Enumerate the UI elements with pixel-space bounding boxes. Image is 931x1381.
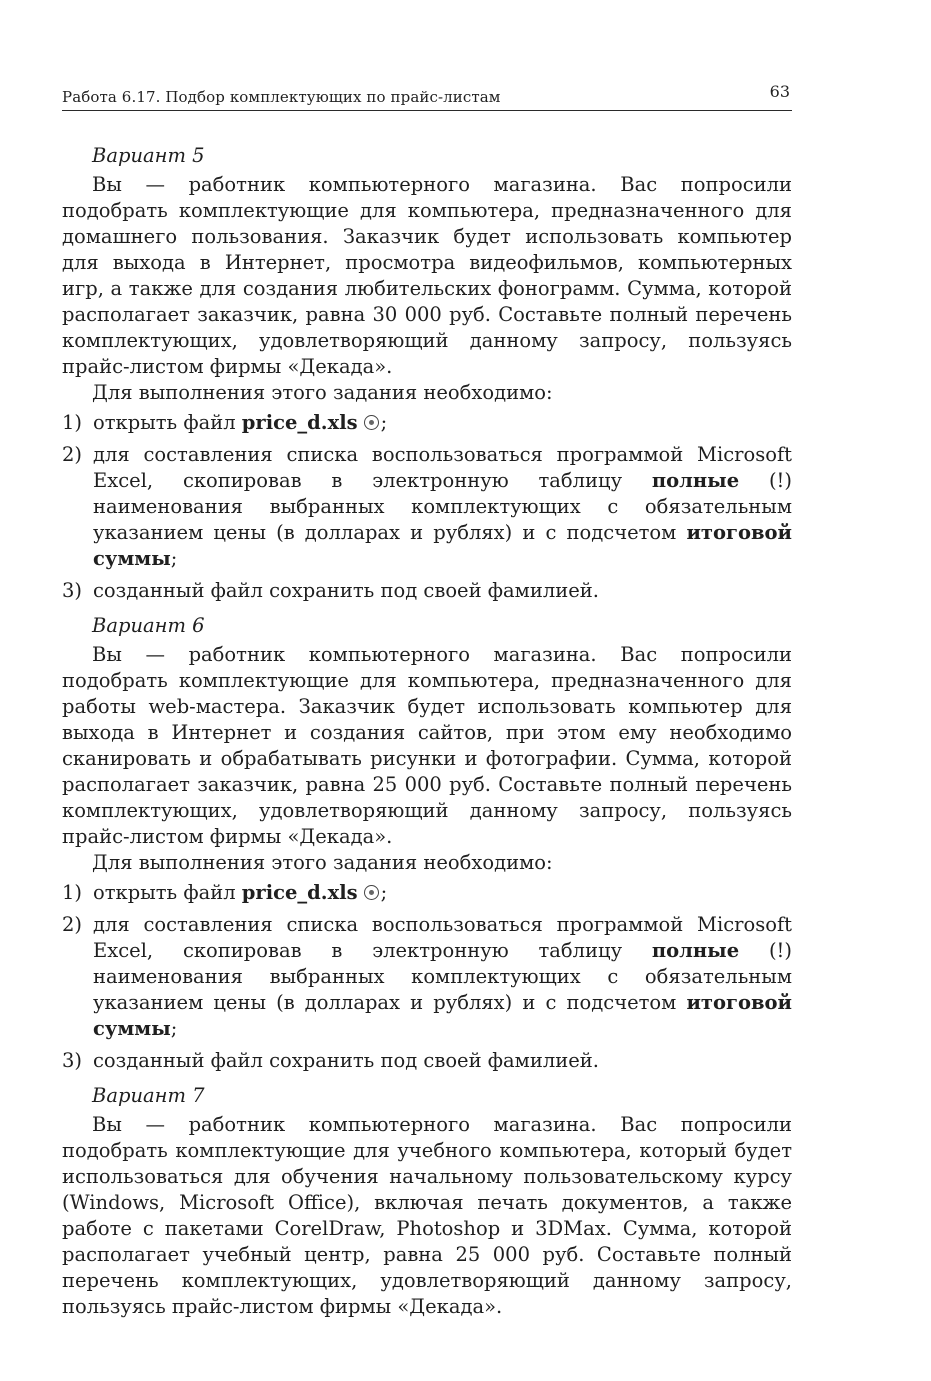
instructions-intro: Для выполнения этого задания необходимо: [92,851,553,874]
step-number: 2) [62,443,83,466]
emphasis-total: итоговой суммы [93,521,792,570]
file-name: price_d.xls [241,411,358,434]
variant-5 [62,140,792,604]
variant-title: Вариант 6 [92,614,205,637]
step-number: 1) [62,411,83,434]
step-text: открыть файл [93,411,242,434]
step-text-end: ; [170,547,178,570]
step-number: 3) [62,1049,83,1072]
step-text: для составления списка воспользоваться программой Microsoft Excel, скопировав в электронную таблицу [93,913,792,962]
page-number: 63 [769,82,790,101]
step-number: 1) [62,881,83,904]
emphasis-full: полные [651,469,740,492]
step-text: открыть файл [93,881,242,904]
steps-list [62,880,792,1074]
step-save-file [62,578,792,604]
step-text-end: ; [380,881,388,904]
steps-list [62,410,792,604]
variant-description: Вы — работник компьютерного магазина. Вас попросили подобрать комплектующие для компьютера, предназначенного для домашнего пользования. Заказчик будет использовать компьютер для выхода в Интернет, просмотра видеофильмов, компьютерных игр, а также для создания любительских фонограмм. Сумма, которой располагает заказчик, равна 30 000 руб. Составьте полный перечень комплектующих, удовлетворяющий данному запросу, пользуясь прайс-листом фирмы «Декада». [62,173,792,378]
step-open-file [62,410,792,436]
file-name: price_d.xls [241,881,358,904]
step-text: созданный файл сохранить под своей фамилией. [93,1049,599,1072]
variant-title: Вариант 5 [92,144,205,167]
running-head [62,82,792,111]
step-compose-list [62,912,792,1042]
page-content [62,140,792,1326]
step-text-end: ; [380,411,388,434]
emphasis-total: итоговой суммы [93,991,792,1040]
step-open-file [62,880,792,906]
step-text: созданный файл сохранить под своей фамилией. [93,579,599,602]
variant-title: Вариант 7 [92,1084,205,1107]
variant-description: Вы — работник компьютерного магазина. Вас попросили подобрать комплектующие для учебного компьютера, который будет использоваться для обучения начальному пользовательскому курсу (Windows, Microsoft Office), включая печать документов, а также работе с пакетами CorelDraw, Photoshop и 3DMax. Сумма, которой располагает учебный центр, равна 25 000 руб. Составьте полный перечень комплектующих, удовлетворяющий данному запросу, пользуясь прайс-листом фирмы «Декада». [62,1113,792,1318]
instructions-intro: Для выполнения этого задания необходимо: [92,381,553,404]
disk-icon [364,415,379,430]
step-save-file [62,1048,792,1074]
step-text-mid: (!) наименования выбранных комплектующих с обязательным указанием цены (в долларах и рублях) и с подсчетом [93,939,793,1014]
running-title: Работа 6.17. Подбор комплектующих по прайс-листам [62,88,501,106]
step-compose-list [62,442,792,572]
emphasis-full: полные [651,939,740,962]
variant-description: Вы — работник компьютерного магазина. Вас попросили подобрать комплектующие для компьютера, предназначенного для работы web-мастера. Заказчик будет использовать компьютер для выхода в Интернет и создания сайтов, при этом ему необходимо сканировать и обрабатывать рисунки и фотографии. Сумма, которой располагает заказчик, равна 25 000 руб. Составьте полный перечень комплектующих, удовлетворяющий данному запросу, пользуясь прайс-листом фирмы «Декада». [62,643,792,848]
step-number: 3) [62,579,83,602]
step-text-end: ; [170,1017,178,1040]
disk-icon [364,885,379,900]
variant-7 [62,1080,792,1320]
variant-6 [62,610,792,1074]
step-text-mid: (!) наименования выбранных комплектующих с обязательным указанием цены (в долларах и рублях) и с подсчетом [93,469,793,544]
step-text: для составления списка воспользоваться программой Microsoft Excel, скопировав в электронную таблицу [93,443,792,492]
step-number: 2) [62,913,83,936]
